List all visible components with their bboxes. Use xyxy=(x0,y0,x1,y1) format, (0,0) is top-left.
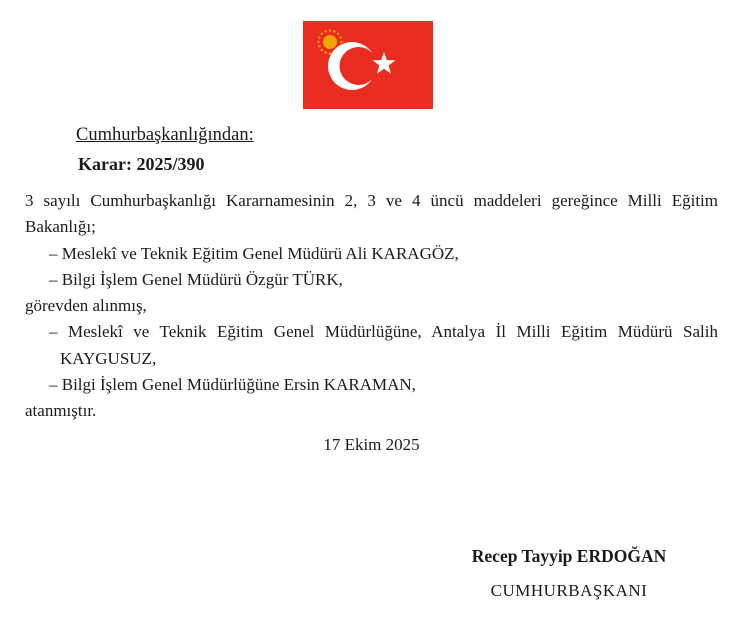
signature-block xyxy=(393,545,743,601)
signature-name: Recep Tayyip ERDOĞAN xyxy=(471,545,667,566)
appointment-item: – Meslekî ve Teknik Eğitim Genel Müdürlüğüne, Antalya İl Milli Eğitim Müdürü Salih KAYGUSUZ, xyxy=(49,322,718,368)
decree-intro: 3 sayılı Cumhurbaşkanlığı Kararnamesinin 2, 3 ve 4 üncü maddeleri gereğince Milli Eğitim Bakanlığı; xyxy=(25,191,718,237)
decree-body xyxy=(25,188,718,425)
dismissal-item: – Meslekî ve Teknik Eğitim Genel Müdürü Ali KARAGÖZ, xyxy=(49,243,459,263)
decree-heading: Cumhurbaşkanlığından: xyxy=(76,125,254,145)
turkish-presidential-flag-image xyxy=(303,21,433,109)
dismissal-closing: görevden alınmış, xyxy=(25,296,147,316)
decree-date: 17 Ekim 2025 xyxy=(323,434,420,454)
dismissal-item: – Bilgi İşlem Genel Müdürü Özgür TÜRK, xyxy=(49,269,343,289)
appointment-item: – Bilgi İşlem Genel Müdürlüğüne Ersin KARAMAN, xyxy=(49,375,416,395)
appointment-closing: atanmıştır. xyxy=(25,401,97,421)
signature-title: CUMHURBAŞKANI xyxy=(490,580,648,600)
presidential-flag xyxy=(303,21,433,109)
decree-number: Karar: 2025/390 xyxy=(78,154,205,174)
